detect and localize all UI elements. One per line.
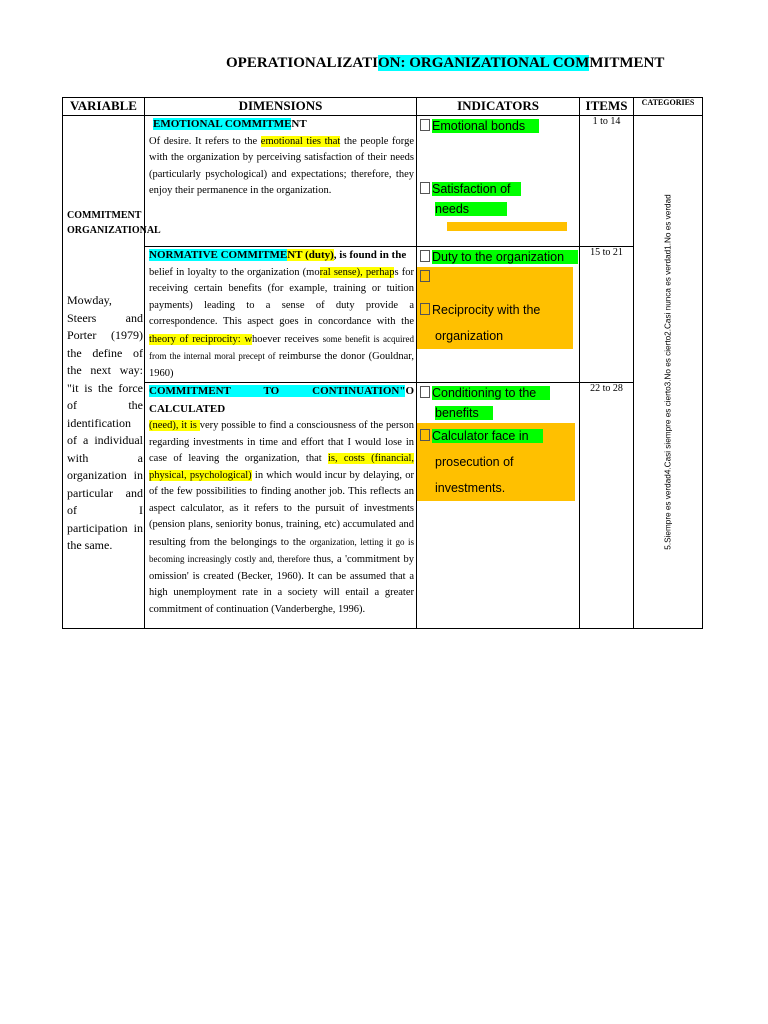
dimension-emotional-text-3: the people forge with the organization by perceiving satisfaction of their needs (particularly psychological) and expectations; therefore, they enjoy their permanence in the organization. [149, 135, 414, 196]
dimension-normative-text-2: ral sense), perhap [319, 266, 395, 278]
table-row-emotional [63, 116, 703, 247]
bullet-box-icon [420, 119, 430, 131]
header-items: ITEMS [580, 98, 634, 116]
items-normative: 15 to 21 [580, 247, 634, 383]
header-dimensions: DIMENSIONS [145, 98, 417, 116]
bullet-box-icon [420, 182, 430, 194]
indicators-continuation [417, 383, 580, 629]
dimension-normative-text-7: reimburse the donor (Gouldnar, 1960) [149, 351, 414, 379]
indicator-emotional-bonds [417, 116, 579, 136]
table-row-continuation [63, 383, 703, 629]
dimension-normative [145, 247, 417, 383]
dimension-continuation-title-b: O CALCULATED [149, 385, 414, 415]
indicator-calculator-label-b: prosecution of [435, 455, 514, 469]
bullet-box-icon [420, 270, 430, 282]
indicator-conditioning-label-a: Conditioning to the [432, 386, 550, 400]
indicator-conditioning-benefits-cont [417, 403, 579, 423]
indicator-conditioning-benefits [417, 383, 579, 403]
indicator-orange-band [447, 222, 567, 231]
operationalization-table [62, 97, 703, 629]
indicator-reciprocity [417, 297, 573, 349]
indicator-calculator [417, 423, 575, 501]
dimension-emotional-text-1: Of desire. It refers to the [149, 135, 261, 147]
indicator-calculator-line-a [417, 423, 575, 449]
dimension-normative-text-5: hoever receives [252, 333, 323, 345]
dimension-emotional-text-2: emotional ties that [260, 135, 341, 147]
items-emotional: 1 to 14 [580, 116, 634, 247]
indicator-reciprocity-line-a [417, 297, 573, 323]
dimension-continuation-text-4: in which would incur by delaying, or of the few possibilities to finding another job. This reflects an aspect calculator, as it refers to the pursuit of investments (pension plans, seniority bonus, training, etc) accumulated and resulting from the belongings to the [149, 469, 414, 548]
dimension-continuation-text-3: is, costs (financial, physical, psychological) [149, 453, 414, 481]
dimension-emotional-title-a: EMOTIONAL COMMITME [153, 118, 292, 130]
variable-name [67, 208, 161, 238]
dimension-normative-text-4: theory of reciprocity: w [149, 333, 253, 345]
indicator-reciprocity-label-b: organization [435, 329, 504, 343]
bullet-box-icon [420, 429, 430, 441]
dimension-continuation-text-2: very possible to find a consciousness of the person regarding investments in time and effort that I would lose in case of leaving the organization, that [149, 420, 414, 464]
page-title-part2: ON: ORGANIZATIONAL COM [377, 55, 590, 71]
items-continuation: 22 to 28 [580, 383, 634, 629]
bullet-box-icon [420, 386, 430, 398]
table-row-normative [63, 247, 703, 383]
dimension-continuation-title [149, 385, 414, 415]
indicator-satisfaction-label-a: Satisfaction of [432, 182, 521, 196]
indicator-calculator-label-c: investments. [435, 481, 506, 495]
dimension-normative-text-6: some benefit is acquired from the internal moral precept of [149, 333, 414, 361]
indicator-duty-organization [417, 247, 579, 267]
indicator-emotional-bonds-label: Emotional bonds [432, 119, 539, 133]
dimension-continuation-text-6: thus, a 'commitment by omission' is created (Becker, 1960). It can be assumed that a high unemployment rate in a society will entail a greater commitment of continuation (Vanderberghe, 1996). [149, 554, 414, 615]
indicator-calculator-line-c [417, 475, 575, 501]
indicator-satisfaction-needs [417, 179, 579, 199]
categories-cell [634, 116, 703, 629]
indicator-reciprocity-line-b [417, 323, 573, 349]
dimension-normative-title [149, 249, 406, 261]
variable-name-line2: ORGANIZATIONAL [67, 225, 161, 236]
dimension-continuation-text-1: (need), it is [149, 420, 200, 431]
variable-definition: Mowday, Steers and Porter (1979) the define of the next way: "it is the force of the identification of a individual with a organization in particular and of I participation in the same. [67, 293, 143, 552]
indicator-satisfaction-needs-cont [417, 199, 579, 219]
table-header-row [63, 98, 703, 116]
header-categories: CATEGORIES [634, 98, 703, 116]
dimension-continuation-text-5: organization, letting it go is becoming increasingly costly and, therefore [149, 536, 415, 564]
indicator-duty-label: Duty to the organization [432, 250, 578, 264]
indicators-normative [417, 247, 580, 383]
page-title [226, 55, 664, 72]
bullet-box-icon [420, 303, 430, 315]
indicator-satisfaction-label-b: needs [435, 202, 507, 216]
dimension-continuation [145, 383, 417, 629]
dimension-normative-text-3: s for receiving certain benefits (for example, training or tuition payments) leading to a sense of duty provide a correspondence. This aspect goes in concordance with the [149, 266, 414, 327]
dimension-emotional [145, 116, 417, 247]
indicator-empty-bullet [417, 267, 573, 297]
bullet-box-icon [420, 250, 430, 262]
dimension-normative-title-a: NORMATIVE COMMITME [149, 249, 288, 261]
header-variable: VARIABLE [63, 98, 145, 116]
indicator-calculator-line-b [417, 449, 575, 475]
indicators-emotional [417, 116, 580, 247]
page-title-part1: OPERATIONALIZATI [226, 55, 378, 71]
variable-cell [63, 116, 161, 629]
categories-scale: 5.Siempre es verdad4.Casi siempre es cierto3.No es cierto2.Casi nunca es verdad1.No es verdad [663, 194, 673, 550]
indicator-calculator-label-a: Calculator face in [432, 429, 543, 443]
indicator-conditioning-label-b: benefits [435, 406, 493, 420]
dimension-emotional-title [153, 118, 307, 130]
indicator-reciprocity-label-a: Reciprocity with the [432, 303, 541, 317]
dimension-emotional-title-b: NT [291, 118, 307, 130]
dimension-normative-text-1: belief in loyalty to the organization (mo [149, 266, 320, 278]
dimension-normative-title-b: NT (duty) [287, 249, 334, 261]
header-indicators: INDICATORS [417, 98, 580, 116]
page-title-part3: MITMENT [589, 55, 665, 71]
dimension-continuation-title-a: COMMITMENT TO CONTINUATION" [149, 385, 406, 397]
dimension-normative-title-c: , is found in the [333, 249, 407, 261]
variable-name-line1: COMMITMENT [67, 210, 142, 221]
